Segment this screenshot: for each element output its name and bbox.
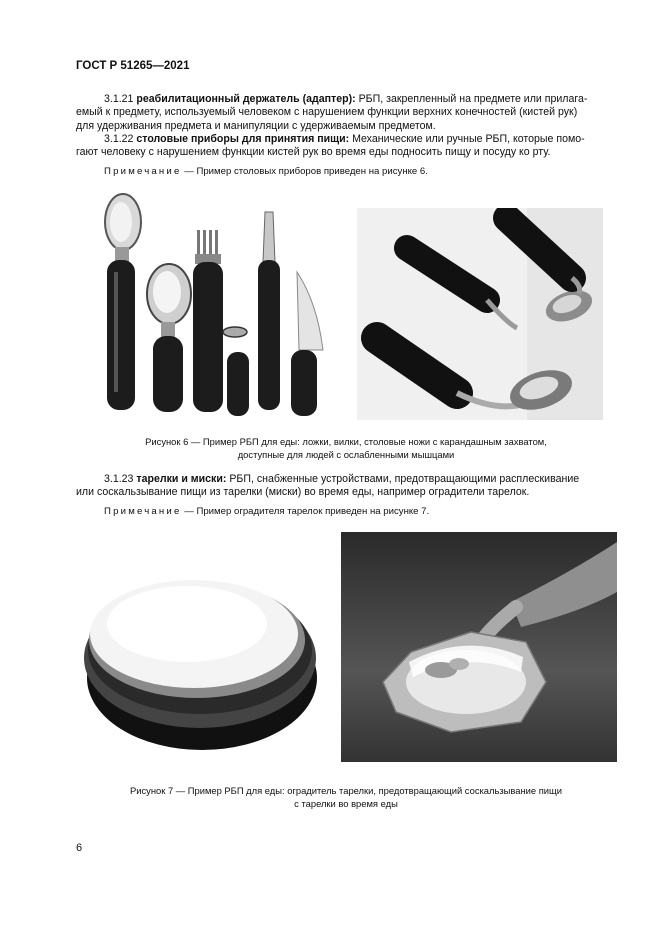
note-figure-6 [104,166,428,177]
paragraph-3-1-23 [76,473,616,500]
caption-line: Рисунок 7 — Пример РБП для еды: оградитель тарелки, предотвращающий соскальзывание пищи [130,785,562,796]
note-text: — Пример оградителя тарелок приведен на рисунке 7. [181,506,430,517]
definition-line: РБП, закрепленный на предмете или прилага- [355,93,588,105]
note-text: — Пример столовых приборов приведен на рисунке 6. [181,166,428,177]
figure-6-caption [76,436,616,461]
document-header: ГОСТ Р 51265—2021 [76,60,190,72]
term: тарелки и миски: [136,473,227,485]
definition-line: емый к предмету, используемый человеком с нарушением функции верхних конечностей (кистей рук) [76,106,578,119]
clause-number: 3.1.22 [104,133,137,145]
figure-7-plate-in-use-photo [341,532,617,762]
clause-number: 3.1.23 [104,473,137,485]
clause-number: 3.1.21 [104,93,137,105]
definition-line: или соскальзывание пищи из тарелки (миски) во время еды, например оградители тарелок. [76,486,530,499]
paragraph-3-1-21 [76,93,616,133]
definition-line: РБП, снабженные устройствами, предотвращающими расплескивание [226,473,580,485]
page-number: 6 [76,842,83,854]
figure-7-plate-guard-photo [82,528,332,758]
definition-line: для удерживания предмета и манипуляции с удерживаемым предметом. [76,119,436,132]
definition-line: Механические или ручные РБП, которые помо- [349,133,585,145]
note-label: Примечание [104,506,182,517]
term: реабилитационный держатель (адаптер): [136,93,356,105]
paragraph-3-1-22 [76,133,616,160]
caption-line: с тарелки во время еды [294,797,398,809]
term: столовые приборы для принятия пищи: [136,133,350,145]
figure-6-angled-spoons-photo [357,208,603,420]
definition-line: гают человеку с нарушением функции кистей рук во время еды подносить пищу и посуду ко рту. [76,146,551,159]
note-label: Примечание [104,166,182,177]
caption-line: доступные для людей с ослабленными мышцами [237,448,455,460]
figure-7-caption [76,785,616,810]
figure-6-utensils-photo [95,192,333,420]
caption-line: Рисунок 6 — Пример РБП для еды: ложки, вилки, столовые ножи с карандашным захватом, [145,436,547,447]
note-figure-7 [104,506,429,517]
